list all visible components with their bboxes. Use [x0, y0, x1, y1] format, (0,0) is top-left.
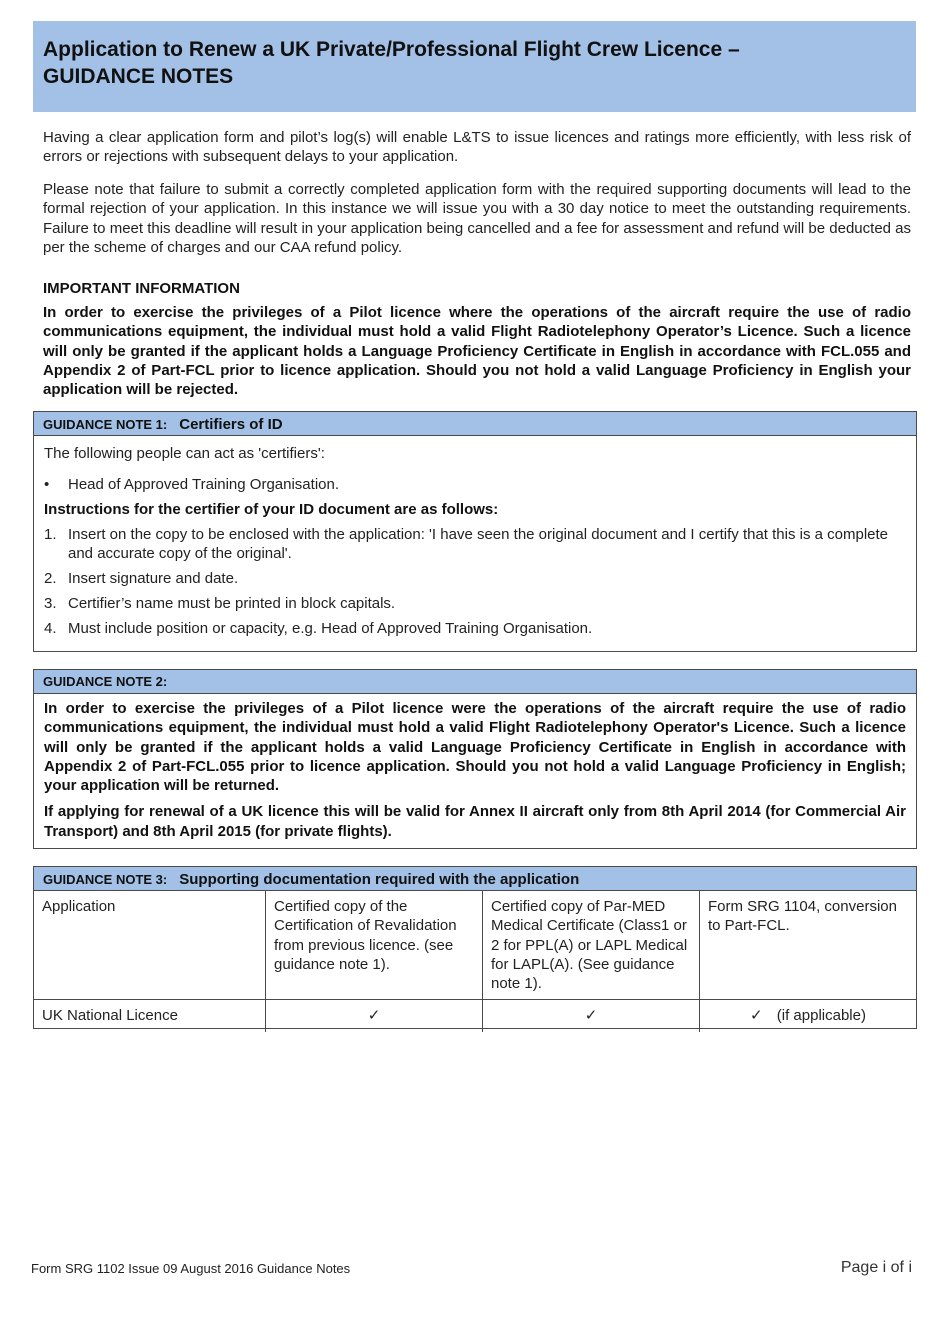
table-cell: Certified copy of the Certification of Revalidation from previous licence. (see guidance note 1). [266, 891, 483, 1000]
table-cell: UK National Licence [34, 1000, 266, 1032]
list-item [44, 619, 906, 638]
important-heading: IMPORTANT INFORMATION [43, 280, 240, 297]
step-text: Insert on the copy to be enclosed with the application: 'I have seen the original document and I certify that this is a complete and accurate copy of the original'. [68, 526, 889, 562]
guidance-note-1-header [34, 412, 916, 436]
step-number: 4. [44, 620, 57, 637]
guidance-note-3-header [34, 867, 916, 891]
check-mark-icon: ✓ [266, 1000, 483, 1032]
page-title-line-2: GUIDANCE NOTES [43, 65, 234, 88]
check-mark-icon: ✓ [483, 1000, 700, 1032]
table-row [34, 1000, 916, 1032]
guidance-note-3-title: Supporting documentation required with the application [179, 871, 580, 888]
guidance-note-2-header [34, 670, 916, 694]
table-cell: Application [34, 891, 266, 1000]
list-item [44, 525, 906, 563]
certifier-item: Head of Approved Training Organisation. [68, 476, 340, 493]
step-number: 2. [44, 570, 57, 587]
table-row [34, 891, 916, 1000]
form-reference: Form SRG 1102 Issue 09 August 2016 Guidance Notes [31, 1261, 351, 1276]
guidance-note-1-title: Certifiers of ID [179, 416, 283, 433]
guidance-note-1-label: GUIDANCE NOTE 1: [43, 417, 168, 432]
important-body: In order to exercise the privileges of a Pilot licence where the operations of the aircraft require the use of radio communications equipment, the individual must hold a valid Flight Radiotelephony Operator’s Licence. Such a licence will only be granted if the applicant holds a Language Proficiency Certificate in English in accordance with FCL.055 and Appendix 2 of Part-FCL prior to licence application. Should you not hold a valid Language Proficiency in English your application will be rejected. [43, 304, 911, 399]
title-banner [33, 21, 916, 112]
guidance-note-2-label: GUIDANCE NOTE 2: [43, 674, 168, 689]
step-text: Insert signature and date. [68, 570, 239, 587]
table-cell [700, 1000, 917, 1032]
list-item [44, 594, 906, 613]
check-mark-icon: ✓ [750, 1007, 763, 1025]
step-text: Certifier’s name must be printed in block capitals. [68, 595, 396, 612]
step-text: Must include position or capacity, e.g. Head of Approved Training Organisation. [68, 620, 593, 637]
list-item [44, 476, 906, 493]
page-title-line-1: Application to Renew a UK Private/Professional Flight Crew Licence – [43, 38, 740, 61]
guidance-note-1 [33, 411, 917, 652]
step-number: 3. [44, 595, 57, 612]
guidance-note-3 [33, 866, 917, 1029]
certifiers-intro: The following people can act as 'certifiers': [44, 445, 325, 462]
guidance-note-2-paragraph-1: In order to exercise the privileges of a Pilot licence were the operations of the aircraft require the use of radio communications equipment, the individual must hold a valid Flight Radiotelephony Operator's Licence. Such a licence will only be granted if the applicant holds a valid Language Proficiency Certificate in English in accordance with Appendix 2 of Part-FCL.055 prior to licence application. Should you not hold a valid Language Proficiency in English; your application will be returned. [44, 700, 906, 795]
guidance-note-2 [33, 669, 917, 849]
instructions-heading: Instructions for the certifier of your ID document are as follows: [44, 501, 499, 518]
bullet-marker: • [44, 476, 50, 493]
guidance-note-2-paragraph-2: If applying for renewal of a UK licence this will be valid for Annex II aircraft only from 8th April 2014 (for Commercial Air Transport) and 8th April 2015 (for private flights). [44, 803, 906, 840]
table-cell: Form SRG 1104, conversion to Part-FCL. [708, 898, 897, 935]
intro-paragraph-1: Having a clear application form and pilot’s log(s) will enable L&TS to issue licences and ratings more efficiently, with less risk of errors or rejections with subsequent delays to your application. [43, 129, 911, 166]
step-number: 1. [44, 526, 57, 543]
page-number: Page i of i [840, 1259, 912, 1276]
guidance-note-3-label: GUIDANCE NOTE 3: [43, 872, 168, 887]
list-item [44, 569, 906, 588]
supporting-docs-table [34, 891, 916, 1032]
if-applicable-note: (if applicable) [776, 1007, 866, 1025]
intro-paragraph-2: Please note that failure to submit a correctly completed application form with the required supporting documents will lead to the formal rejection of your application. In this instance we will issue you with a 30 day notice to meet the outstanding requirements. Failure to meet this deadline will result in your application being cancelled and a fee for assessment and refund will be deducted as per the scheme of charges and our CAA refund policy. [43, 181, 912, 256]
table-cell: Certified copy of Par-MED Medical Certificate (Class1 or 2 for PPL(A) or LAPL Medical for LAPL(A). (See guidance note 1). [483, 891, 700, 1000]
